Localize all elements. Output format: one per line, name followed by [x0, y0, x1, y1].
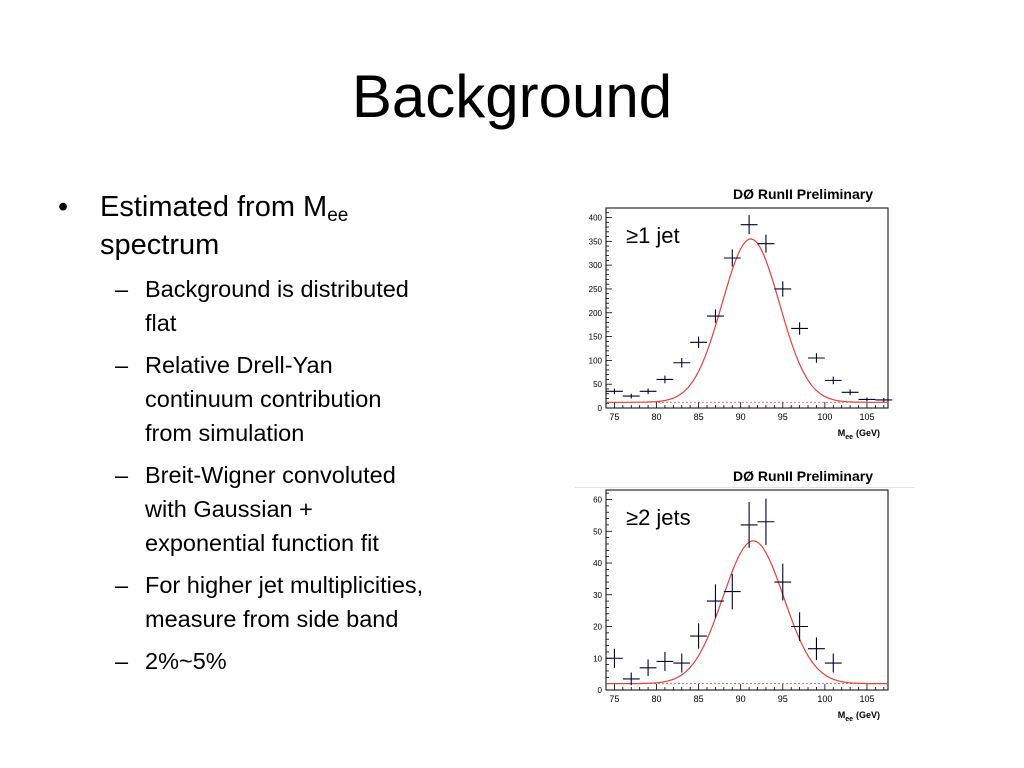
x-tick-label: 75: [609, 412, 620, 422]
y-tick-label: 300: [588, 261, 602, 271]
y-tick-label: 400: [588, 213, 602, 223]
y-tick-label: 350: [588, 237, 602, 247]
sub-bullet-line: from simulation: [145, 420, 305, 446]
data-point: [623, 394, 640, 399]
y-tick-label: 50: [593, 380, 602, 390]
x-tick-label: 75: [609, 694, 620, 704]
x-tick-label: 90: [735, 694, 746, 704]
sub-bullet-line: continuum contribution: [145, 386, 382, 412]
x-tick-label: 95: [777, 694, 788, 704]
sub-bullet: [100, 644, 498, 678]
x-tick-label: 100: [817, 694, 833, 704]
x-tick-label: 90: [735, 412, 746, 422]
sub-bullet-list: [100, 272, 498, 678]
x-axis-label-sub: ee: [845, 716, 853, 723]
y-tick-label: 100: [588, 356, 602, 366]
chart-title: DØ RunII Preliminary: [732, 186, 873, 202]
data-point: [758, 235, 775, 253]
sub-bullet-dash: –: [115, 352, 129, 378]
sub-bullet-dash: –: [115, 648, 129, 674]
x-axis-label: [838, 428, 880, 441]
bullet-list: [58, 188, 498, 686]
x-tick-label: 85: [693, 694, 704, 704]
chart-1jet: [560, 180, 920, 450]
sub-bullet-line: flat: [145, 310, 177, 336]
data-point: [808, 353, 825, 363]
x-tick-label: 80: [651, 412, 662, 422]
sub-bullet: [100, 348, 498, 450]
data-point: [791, 322, 808, 334]
sub-bullet-dash: –: [115, 462, 129, 488]
data-point: [690, 337, 707, 348]
y-tick-label: 0: [597, 686, 602, 695]
data-point: [758, 499, 775, 545]
y-tick-label: 40: [593, 559, 602, 569]
data-point: [673, 358, 690, 368]
x-tick-label: 95: [777, 412, 788, 422]
x-axis-label-unit: (GeV): [855, 710, 880, 720]
y-tick-label: 50: [593, 527, 602, 537]
data-point: [724, 249, 741, 266]
x-axis-label-sub: ee: [845, 434, 853, 441]
x-tick-label: 105: [859, 694, 875, 704]
sub-bullet-line: exponential function fit: [145, 530, 379, 556]
data-point: [825, 653, 842, 672]
data-point: [875, 398, 892, 402]
data-point: [808, 637, 825, 660]
data-point: [842, 389, 859, 395]
data-point: [707, 584, 724, 618]
y-tick-label: 30: [593, 590, 602, 600]
sub-bullet-line: Breit-Wigner convoluted: [145, 462, 396, 488]
data-point: [741, 215, 758, 234]
main-bullet-text-b: spectrum: [100, 229, 220, 261]
data-point: [859, 398, 876, 402]
data-point: [724, 574, 741, 610]
jet-multiplicity-label: ≥2 jets: [626, 505, 691, 530]
sub-bullet: [100, 272, 498, 340]
y-tick-label: 0: [597, 404, 602, 413]
fit-curve: [606, 239, 888, 402]
sub-bullet-line: Relative Drell-Yan: [145, 352, 333, 378]
sub-bullet-line: 2%~5%: [145, 648, 227, 674]
sub-bullet-line: Background is distributed: [145, 276, 409, 302]
x-axis-label-main: M: [837, 710, 846, 720]
sub-bullet-line: with Gaussian +: [145, 496, 313, 522]
sub-bullet-dash: –: [115, 572, 129, 598]
x-axis-label-unit: (GeV): [855, 428, 880, 438]
y-tick-label: 60: [593, 495, 602, 505]
x-axis-label: [838, 710, 880, 723]
data-point: [657, 652, 674, 671]
sub-bullet-line: measure from side band: [145, 606, 399, 632]
x-tick-label: 105: [859, 412, 875, 422]
x-tick-label: 100: [817, 412, 833, 422]
chart-svg: [560, 180, 920, 450]
chart-svg: [560, 462, 920, 732]
bullet-marker: •: [58, 191, 69, 223]
main-bullet-subscript: ee: [327, 205, 349, 226]
data-point: [825, 377, 842, 385]
x-tick-label: 85: [693, 412, 704, 422]
chart-title: DØ RunII Preliminary: [732, 468, 873, 484]
y-tick-label: 200: [588, 308, 602, 318]
sub-bullet-line: For higher jet multiplicities,: [145, 572, 424, 598]
y-tick-label: 20: [593, 622, 602, 632]
x-axis-label-main: M: [837, 428, 846, 438]
chart-2jets: [560, 462, 920, 732]
data-point: [640, 660, 657, 677]
sub-bullet: [100, 458, 498, 560]
sub-bullet: [100, 568, 498, 636]
data-point: [707, 309, 724, 322]
sub-bullet-dash: –: [115, 276, 129, 302]
data-point: [657, 376, 674, 384]
data-point: [791, 612, 808, 641]
main-bullet-text-a: Estimated from M: [100, 191, 328, 223]
data-point: [774, 564, 791, 601]
y-tick-label: 150: [588, 332, 602, 342]
main-bullet: [58, 188, 498, 678]
y-tick-label: 10: [593, 654, 602, 664]
slide-title: Background: [351, 63, 673, 130]
jet-multiplicity-label: ≥1 jet: [626, 223, 680, 248]
x-tick-label: 80: [651, 694, 662, 704]
y-tick-label: 250: [588, 284, 602, 294]
data-point: [640, 388, 657, 394]
